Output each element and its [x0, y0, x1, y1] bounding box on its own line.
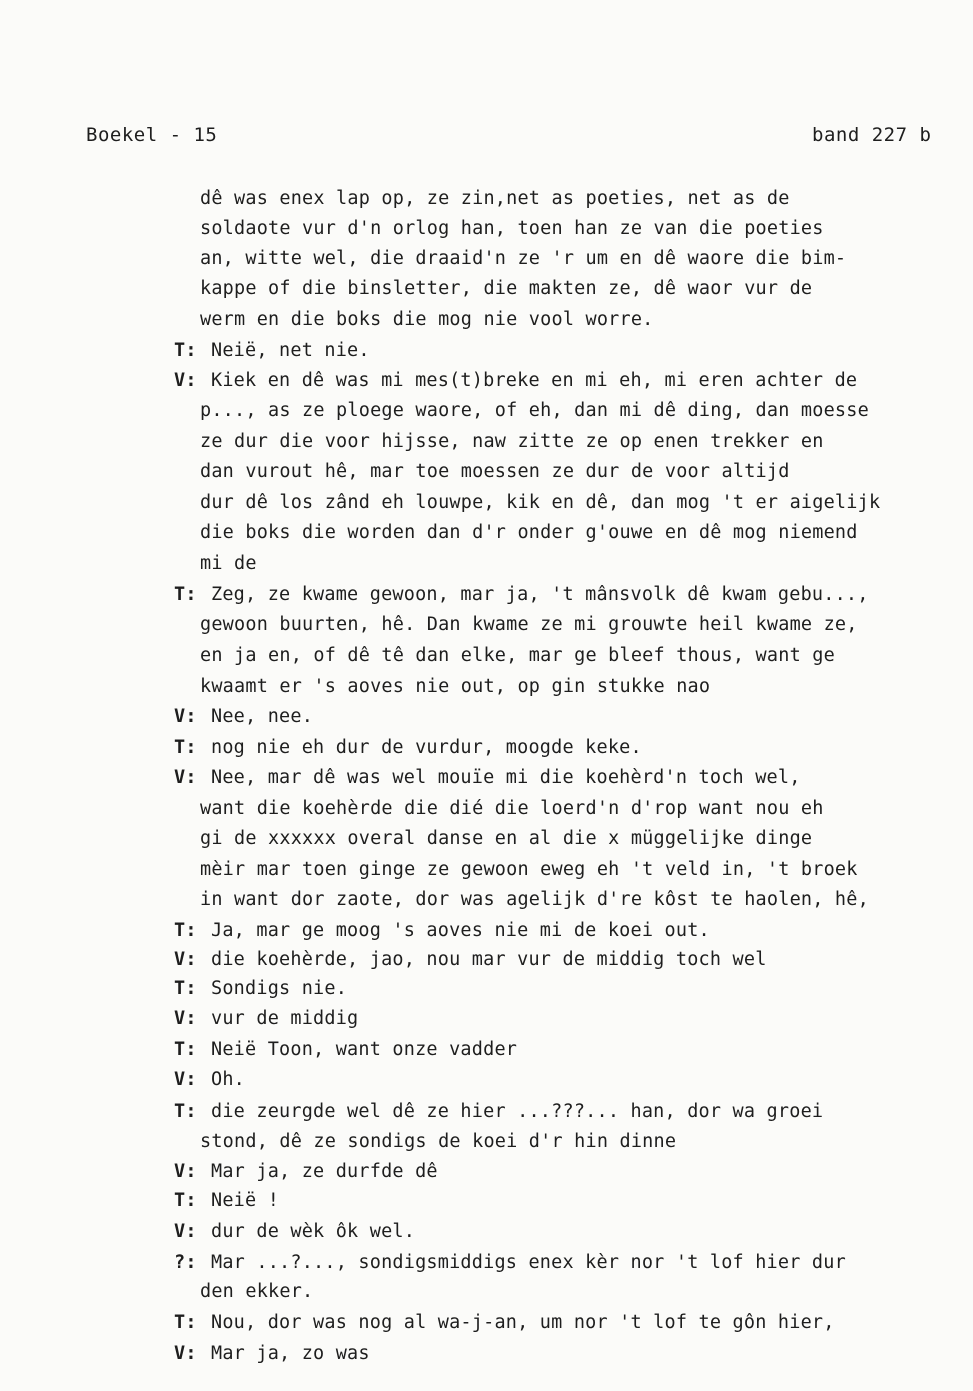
- line-text: Oh.: [211, 1069, 246, 1090]
- speaker-label: T:: [174, 1101, 197, 1122]
- speaker-label: T:: [174, 737, 197, 758]
- line-text: vur de middig: [211, 1008, 359, 1029]
- line-text: Neië, net nie.: [211, 340, 370, 361]
- speaker-label: V:: [174, 1343, 197, 1364]
- speaker-label: T:: [174, 340, 197, 361]
- line-text: ze dur die voor hijsse, naw zitte ze op enen trekker en: [200, 431, 824, 452]
- line-text: soldaote vur d'n orlog han, toen han ze van die poeties: [200, 218, 824, 239]
- line-text: an, witte wel, die draaid'n ze 'r um en dê waore die bim-: [200, 248, 847, 269]
- line-text: kwaamt er 's aoves nie out, op gin stukke nao: [200, 676, 711, 697]
- line-text: p..., as ze ploege waore, of eh, dan mi dê ding, dan moesse: [200, 400, 869, 421]
- line-text: dan vurout hê, mar toe moessen ze dur de voor altijd: [200, 461, 790, 482]
- line-text: die zeurgde wel dê ze hier ...???... han, dor wa groei: [211, 1101, 824, 1122]
- speaker-label: T:: [174, 584, 197, 605]
- speaker-label: T:: [174, 920, 197, 941]
- line-text: in want dor zaote, dor was agelijk d're kôst te haolen, hê,: [200, 889, 869, 910]
- line-text: gi de xxxxxx overal danse en al die x müggelijke dinge: [200, 828, 813, 849]
- speaker-label: V:: [174, 370, 197, 391]
- line-text: Nee, mar dê was wel mouïe mi die koehèrd'n toch wel,: [211, 767, 801, 788]
- line-text: mèir mar toen ginge ze gewoon eweg eh 't veld in, 't broek: [200, 859, 858, 880]
- speaker-label: T:: [174, 1190, 197, 1211]
- line-text: dê was enex lap op, ze zin,net as poeties, net as de: [200, 188, 790, 209]
- line-text: want die koehèrde die dié die loerd'n d'rop want nou eh: [200, 798, 824, 819]
- line-text: gewoon buurten, hê. Dan kwame ze mi grouwte heil kwame ze,: [200, 614, 858, 635]
- line-text: Mar ...?..., sondigsmiddigs enex kèr nor 't lof hier dur: [211, 1252, 846, 1273]
- speaker-label: V:: [174, 767, 197, 788]
- line-text: Zeg, ze kwame gewoon, mar ja, 't mânsvolk dê kwam gebu...,: [211, 584, 869, 605]
- line-text: kappe of die binsletter, die makten ze, dê waor vur de: [200, 278, 813, 299]
- speaker-label: V:: [174, 1221, 197, 1242]
- line-text: stond, dê ze sondigs de koei d'r hin dinne: [200, 1131, 677, 1152]
- line-text: den ekker.: [200, 1281, 314, 1302]
- speaker-label: T:: [174, 1312, 197, 1333]
- header-tape-number: band 227 b: [812, 124, 932, 146]
- speaker-label: T:: [174, 978, 197, 999]
- speaker-label: V:: [174, 1161, 197, 1182]
- speaker-label: V:: [174, 1008, 197, 1029]
- line-text: werm en die boks die mog nie vool worre.: [200, 309, 654, 330]
- line-text: dur dê los zând eh louwpe, kik en dê, dan mog 't er aigelijk: [200, 492, 881, 513]
- line-text: die koehèrde, jao, nou mar vur de middig toch wel: [211, 949, 767, 970]
- line-text: Neië Toon, want onze vadder: [211, 1039, 518, 1060]
- speaker-label: ?:: [174, 1252, 197, 1273]
- line-text: Neië !: [211, 1190, 280, 1211]
- line-text: en ja en, of dê tê dan elke, mar ge bleef thous, want ge: [200, 645, 835, 666]
- line-text: mi de: [200, 553, 257, 574]
- line-text: Nee, nee.: [211, 706, 314, 727]
- line-text: die boks die worden dan d'r onder g'ouwe en dê mog niemend: [200, 522, 858, 543]
- speaker-label: V:: [174, 706, 197, 727]
- line-text: nog nie eh dur de vurdur, moogde keke.: [211, 737, 642, 758]
- line-text: Nou, dor was nog al wa-j-an, um nor 't lof te gôn hier,: [211, 1312, 835, 1333]
- line-text: Mar ja, ze durfde dê: [211, 1161, 438, 1182]
- line-text: Kiek en dê was mi mes(t)breke en mi eh, mi eren achter de: [211, 370, 858, 391]
- speaker-label: V:: [174, 949, 197, 970]
- line-text: Sondigs nie.: [211, 978, 348, 999]
- header-location: Boekel - 15: [86, 124, 218, 146]
- line-text: Ja, mar ge moog 's aoves nie mi de koei out.: [211, 920, 710, 941]
- line-text: dur de wèk ôk wel.: [211, 1221, 416, 1242]
- speaker-label: T:: [174, 1039, 197, 1060]
- speaker-label: V:: [174, 1069, 197, 1090]
- line-text: Mar ja, zo was: [211, 1343, 370, 1364]
